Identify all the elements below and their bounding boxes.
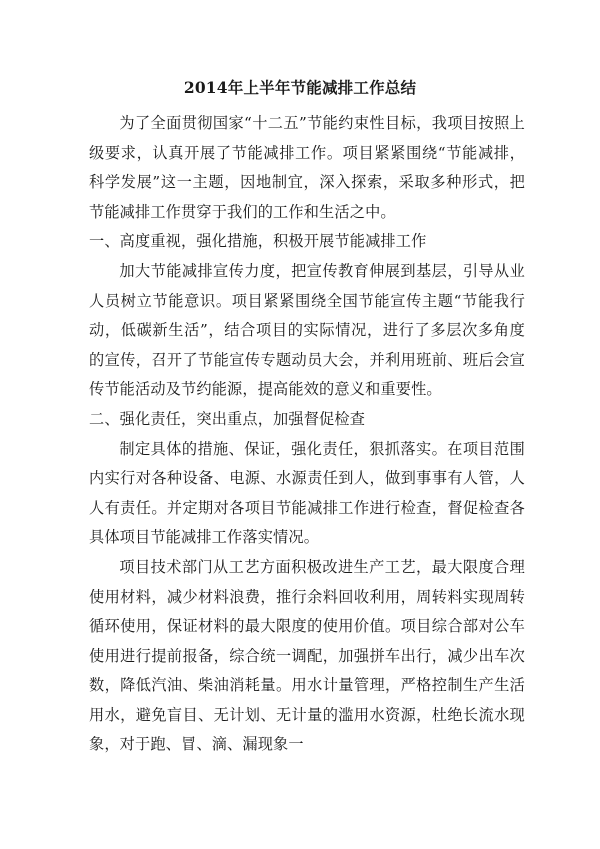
section-heading-2: 二、强化责任，突出重点，加强督促检查 [89, 409, 366, 428]
section-heading-1: 一、高度重视，强化措施，积极开展节能减排工作 [89, 232, 427, 251]
document-title: 2014年上半年节能减排工作总结 [183, 78, 417, 97]
section-2-paragraph-2: 项目技术部门从工艺方面积极改进生产工艺，最大限度合理使用材料，减少材料浪费，推行余料回收利用，周转料实现周转循环使用，保证材料的最大限度的使用价值。项目综合部对公车使用进行提前报备，综合统一调配，加强拼车出行，减少出车次数，降低汽油、柴油消耗量。用水计量管理，严格控制生产生活用水，避免盲目、无计划、无计量的滥用水资源，杜绝长流水现象，对于跑、冒、滴、漏现象一 [89, 557, 525, 754]
section-2-paragraph-1: 制定具体的措施、保证，强化责任，狠抓落实。在项目范围内实行对各种设备、电源、水源责任到人，做到事事有人管，人人有责任。并定期对各项目节能减排工作进行检查，督促检查各具体项目节能减排工作落实情况。 [89, 439, 525, 547]
document-body [89, 109, 525, 760]
intro-paragraph: 为了全面贯彻国家“十二五”节能约束性目标，我项目按照上级要求，认真开展了节能减排工作。项目紧紧围绕“节能减排，科学发展”这一主题，因地制宜，深入探索，采取多种形式，把节能减排工作贯穿于我们的工作和生活之中。 [89, 114, 525, 221]
section-1-paragraph-1: 加大节能减排宣传力度，把宣传教育伸展到基层，引导从业人员树立节能意识。项目紧紧围绕全国节能宣传主题“节能我行动，低碳新生活”，结合项目的实际情况，进行了多层次多角度的宣传，召开了节能宣传专题动员大会，并利用班前、班后会宣传节能活动及节约能源，提高能效的意义和重要性。 [89, 261, 525, 399]
